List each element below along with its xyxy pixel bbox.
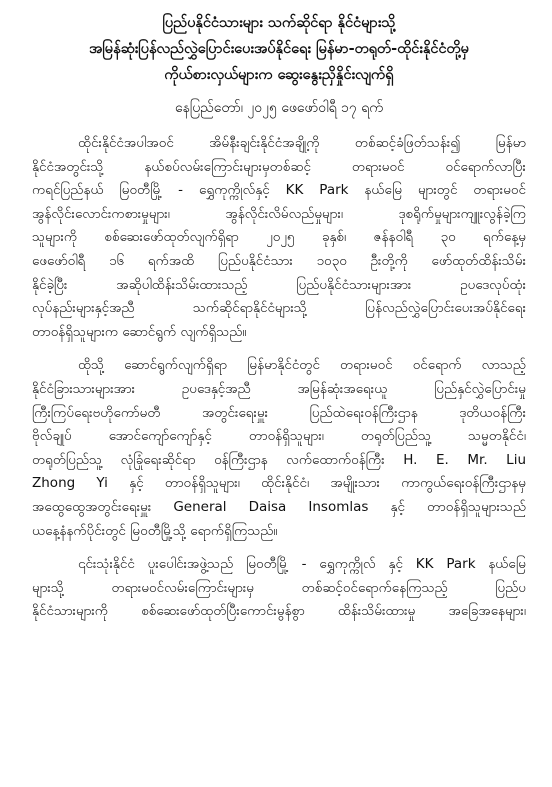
- paragraph-line: ဗိုလ်ချုပ် အောင်ကျော်ကျော်နှင့် တာဝန်ရှိသူများ၊ တရုတ်ပြည်သူ့ သမ္မတနိုင်ငံ၊: [32, 428, 526, 445]
- paragraph-1: [32, 132, 526, 344]
- paragraph-3: [32, 553, 526, 624]
- paragraph-line: နိုင်ငံသားများကို စစ်ဆေးဖော်ထုတ်ပြီးကောင်းမွန်စွာ ထိန်းသိမ်းထားမှု အခြေအနေများ၊: [32, 603, 526, 620]
- paragraph-line: ကြီးကြပ်ရေးဗဟိုကော်မတီ အတွင်းရေးမှူး ပြည်ထဲရေးဝန်ကြီးဌာန ဒုတိယဝန်ကြီး: [32, 404, 526, 421]
- paragraph-line: ကရင်ပြည်နယ် မြဝတီမြို့ - ရွှေကုက္ကိုလ်နှင့် KK Park နယ်မြေ များတွင် တရားမဝင်: [32, 182, 526, 199]
- paragraph-line: နိုင်ငံအတွင်းသို့ နယ်စပ်လမ်းကြောင်းများမှတစ်ဆင့် တရားမဝင် ဝင်ရောက်လာပြီး: [32, 158, 526, 175]
- paragraph-line: ယနေ့နံနက်ပိုင်းတွင် မြဝတီမြို့သို့ ရောက်ရှိကြသည်။: [32, 522, 278, 539]
- paragraph-line: ထိုသို့ ဆောင်ရွက်လျက်ရှိရာ မြန်မာနိုင်ငံတွင် တရားမဝင် ဝင်ရောက် လာသည့်: [78, 357, 526, 374]
- paragraph-2: [32, 354, 526, 543]
- paragraph-line: တာဝန်ရှိသူများက ဆောင်ရွက် လျက်ရှိသည်။: [32, 323, 247, 340]
- paragraph-line: ဖေဖော်ဝါရီ ၁၆ ရက်အထိ ပြည်ပနိုင်ငံသား ၁၀၃၀ ဦးတို့ကို ဖော်ထုတ်ထိန်းသိမ်း: [32, 252, 526, 269]
- paragraph-line: နိုင်ခဲ့ပြီး အဆိုပါထိန်းသိမ်းထားသည့် ပြည်ပနိုင်ငံသားများအား ဥပဒေလုပ်ထုံး: [32, 276, 526, 293]
- article-title: [32, 10, 526, 88]
- dateline: နေပြည်တော်၊ ၂၀၂၅ ဖေဖော်ဝါရီ ၁၇ ရက်: [175, 100, 383, 116]
- title-line-2: အမြန်ဆုံးပြန်လည်လွှဲပြောင်းပေးအပ်နိုင်ရေး မြန်မာ-တရုတ်-ထိုင်းနိုင်ငံတို့မှ: [89, 41, 469, 57]
- paragraph-line: ထိုင်းနိုင်ငံအပါအဝင် အိမ်နီးချင်းနိုင်ငံအချို့ကို တစ်ဆင့်ခံဖြတ်သန်း၍ မြန်မာ: [78, 135, 526, 151]
- title-line-3: ကိုယ်စားလှယ်များက ဆွေးနွေးညှိနှိုင်းလျက်ရှိ: [164, 67, 394, 83]
- paragraph-line: များသို့ တရားမဝင်လမ်းကြောင်းများမှ တစ်ဆင့်ဝင်ရောက်နေကြသည့် ပြည်ပ: [32, 579, 526, 596]
- paragraph-line: နိုင်ငံခြားသားများအား ဥပဒေနှင့်အညီ အမြန်ဆုံးအရေးယူ ပြည်နှင်လွှဲပြောင်းမှု: [32, 380, 526, 397]
- paragraph-line: အထွေထွေအတွင်းရေးမှူး General Daisa Insomlas နှင့် တာဝန်ရှိသူများသည်: [32, 498, 526, 515]
- paragraph-line: လုပ်နည်းများနှင့်အညီ သက်ဆိုင်ရာနိုင်ငံများသို့ ပြန်လည်လွှဲပြောင်းပေးအပ်နိုင်ရေး: [32, 300, 526, 317]
- paragraph-line: တရုတ်ပြည်သူ့ လုံခြုံရေးဆိုင်ရာ ဝန်ကြီးဌာန လက်ထောက်ဝန်ကြီး H. E. Mr. Liu: [32, 451, 526, 468]
- paragraph-line: Zhong Yi နှင့် တာဝန်ရှိသူများ၊ ထိုင်းနိုင်ငံ၊ အမျိုးသား ကာကွယ်ရေးဝန်ကြီးဌာနမှ: [32, 475, 526, 492]
- paragraph-line: ၎င်းသုံးနိုင်ငံ ပူးပေါင်းအဖွဲ့သည် မြဝတီမြို့ - ရွှေကုက္ကိုလ် နှင့် KK Park နယ်မြေ: [78, 556, 526, 573]
- paragraph-line: အွန်လိုင်းလောင်းကစားမှုများ၊ အွန်လိုင်းလိမ်လည်မှုများ၊ ဒုစရိုက်မှုများကျူးလွန်ခဲ့ကြ: [32, 205, 526, 222]
- paragraph-line: သူများကို စစ်ဆေးဖော်ထုတ်လျက်ရှိရာ ၂၀၂၅ ခုနှစ်၊ ဇန်နဝါရီ ၃၀ ရက်နေ့မှ: [32, 229, 526, 246]
- title-line-1: ပြည်ပနိုင်ငံသားများ သက်ဆိုင်ရာ နိုင်ငံများသို့: [162, 15, 396, 31]
